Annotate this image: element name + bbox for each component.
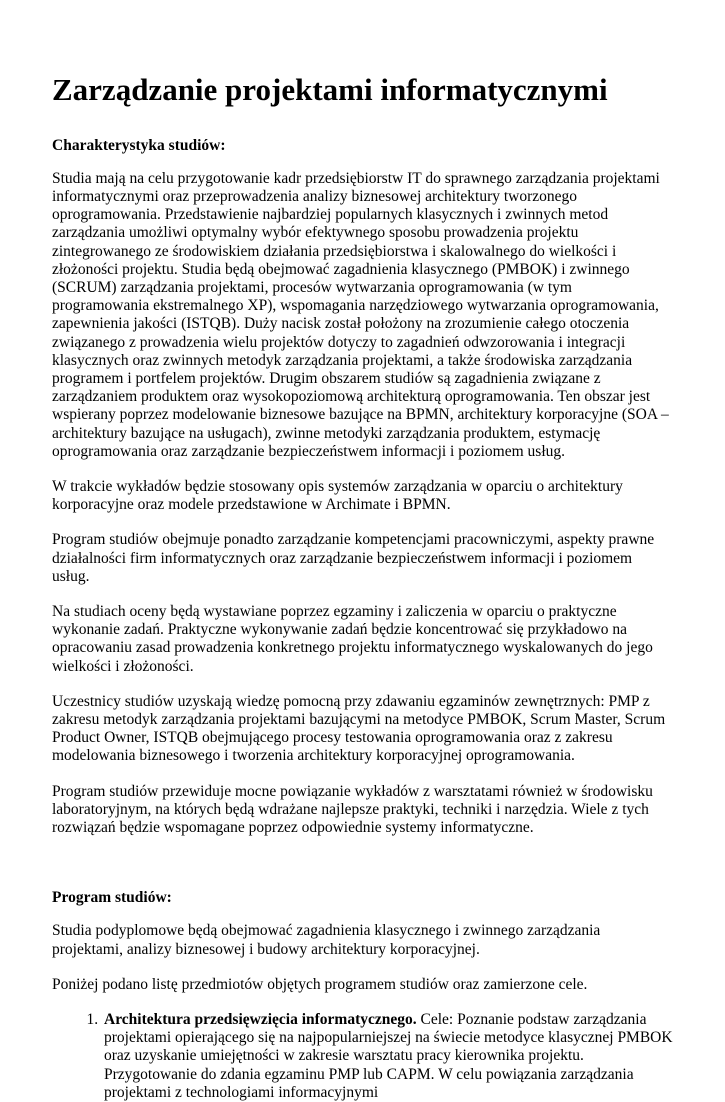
paragraph: Studia podyplomowe będą obejmować zagadnienia klasycznego i zwinnego zarządzania projektami, analizy biznesowej i budowy architektury korporacyjnej. bbox=[52, 922, 601, 958]
course-description: Cele: Poznanie podstaw zarządzania projektami opierającego się na najpopularniejszej na świecie metodyce klasycznej PMBOK oraz uzyskanie umiejętności w zakresie warsztatu pracy kierownika projektu. Przygotowanie do zdania egzaminu PMP lub CAPM. W celu powiązania zarządzania projektami z technologiami informacyjnymi bbox=[104, 1011, 673, 1101]
section-heading-characteristics: Charakterystyka studiów: bbox=[52, 136, 226, 154]
course-list bbox=[52, 1011, 673, 1102]
paragraph: Na studiach oceny będą wystawiane poprzez egzaminy i zaliczenia w oparciu o praktyczne wykonanie zadań. Praktyczne wykonywanie zadań będzie koncentrować się przykładowo na opracowaniu zasad prowadzenia konkretnego projektu informatycznego wyskalowanych do jego wielkości i złożoności. bbox=[52, 603, 653, 675]
section-heading-program: Program studiów: bbox=[52, 889, 172, 907]
list-item bbox=[102, 1011, 673, 1102]
page-title: Zarządzanie projektami informatycznymi bbox=[52, 72, 608, 107]
paragraph: Uczestnicy studiów uzyskają wiedzę pomocną przy zdawaniu egzaminów zewnętrznych: PMP z zakresu metodyk zarządzania projektami bazującymi na metodyce PMBOK, Scrum Master, Scrum Product Owner, ISTQB obejmującego procesy testowania oprogramowania oraz z zakresu modelowania biznesowego i tworzenia architektury korporacyjnej oprogramowania. bbox=[52, 692, 666, 765]
paragraph: Poniżej podano listę przedmiotów objętych programem studiów oraz zamierzone cele. bbox=[52, 975, 588, 993]
spacer bbox=[52, 854, 673, 888]
paragraph: Program studiów obejmuje ponadto zarządzanie kompetencjami pracowniczymi, aspekty prawne działalności firm informatycznych oraz zarządzanie bezpieczeństwem informacji i poziomem usług. bbox=[52, 531, 655, 585]
paragraph: W trakcie wykładów będzie stosowany opis systemów zarządzania w oparciu o architektury korporacyjne oraz modele przedstawione w Archimate i BPMN. bbox=[52, 478, 623, 514]
course-title: Architektura przedsięwzięcia informatycznego. bbox=[104, 1011, 417, 1029]
paragraph: Program studiów przewiduje mocne powiązanie wykładów z warsztatami również w środowisku laboratoryjnym, na których będą wdrażane najlepsze praktyki, techniki i narzędzia. Wiele z tych rozwiązań będzie wspomagane poprzez odpowiednie systemy informatyczne. bbox=[52, 782, 653, 837]
paragraph: Studia mają na celu przygotowanie kadr przedsiębiorstw IT do sprawnego zarządzania projektami informatycznymi oraz przeprowadzenia analizy biznesowej architektury tworzonego oprogramowania. Przedstawienie najbardziej popularnych klasycznych i zwinnych metod zarządzania umożliwi optymalny wybór efektywnego sposobu prowadzenia projektu zintegrowanego ze środowiskiem działania przedsiębiorstwa i skalowalnego do wielkości i złożoności projektu. Studia będą obejmować zagadnienia klasycznego (PMBOK) i zwinnego (SCRUM) zarządzania projektami, procesów wytwarzania oprogramowania (w tym programowania ekstremalnego XP), wspomagania narzędziowego wytwarzania oprogramowania, zapewnienia jakości (ISTQB). Duży nacisk został położony na zrozumienie całego otoczenia związanego z prowadzenia wielu projektów dotyczy to zagadnień odwzorowania i integracji klasycznych oraz zwinnych metodyk zarządzania projektami, a także środowiska zarządzania programem i portfelem projektów. Drugim obszarem studiów są zagadnienia związane z zarządzaniem produktem oraz wysokopoziomową architekturą oprogramowania. Ten obszar jest wspierany poprzez modelowanie biznesowe bazujące na BPMN, architektury korporacyjne (SOA – architektury bazujące na usługach), zwinne metodyki zarządzania produktem, estymację oprogramowania oraz zarządzanie bezpieczeństwem informacji i poziomem usług. bbox=[52, 169, 669, 460]
